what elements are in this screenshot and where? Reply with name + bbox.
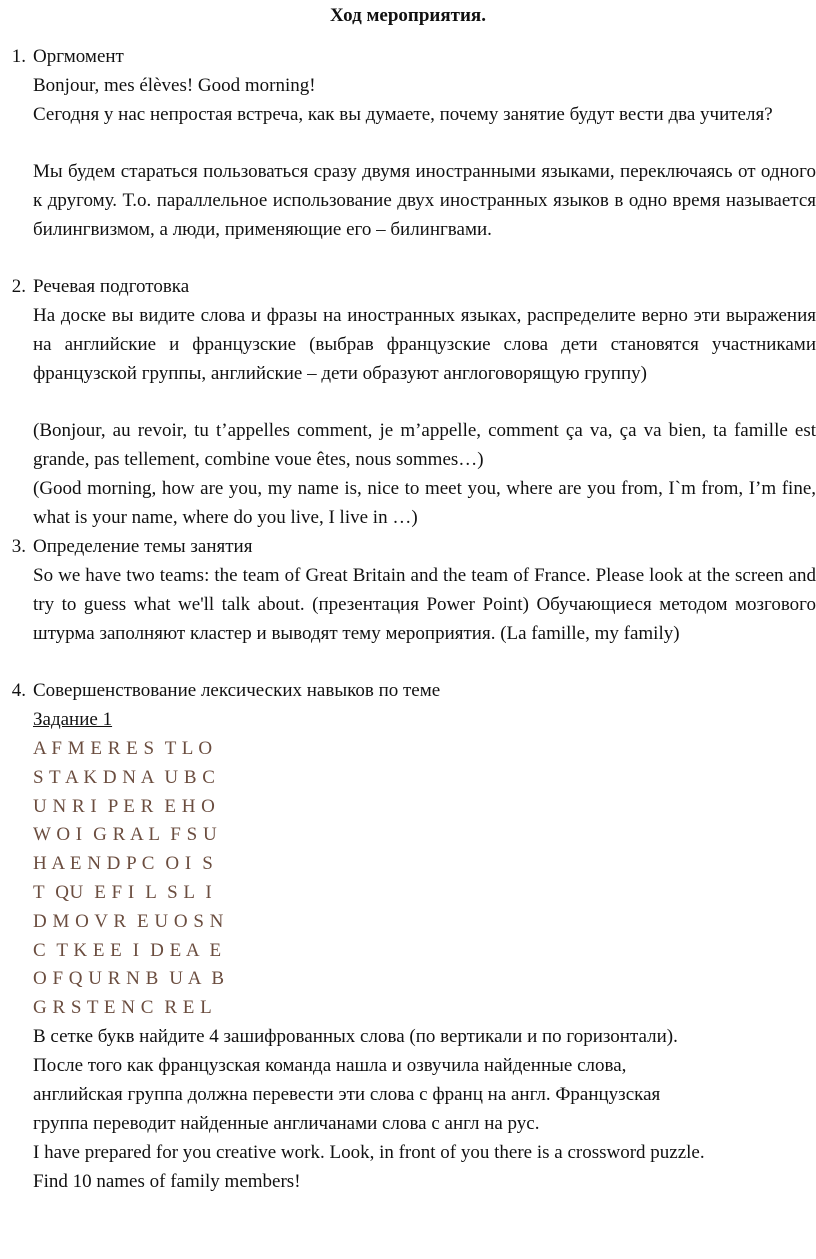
section-2-paragraph-3: (Good morning, how are you, my name is, nice to meet you, where are you from, I`m from, I’m fine, what is your name, where do you live, I live in …) [33, 478, 816, 528]
letter-grid-row: U N R I P E R E H O [33, 795, 216, 817]
letter-grid-row: S T A K D N A U B C [33, 766, 216, 788]
section-4-instruction-4: группа переводит найденные англичанами слова с англ на рус. [33, 1113, 540, 1134]
section-4-instruction-6: Find 10 names of family members! [33, 1171, 301, 1192]
letter-grid-row: D M O V R E U O S N [33, 910, 224, 932]
letter-grid-row: T QU E F I L S L I [33, 881, 213, 903]
letter-grid-row: W O I G R A L F S U [33, 824, 218, 846]
letter-grid-row: H A E N D P C O I S [33, 853, 214, 875]
letter-grid-row: A F M E R E S T L O [33, 738, 213, 759]
section-1-heading: Оргмомент [33, 46, 124, 67]
letter-grid-row: O F Q U R N B U A B [33, 968, 225, 990]
section-4-instruction-2: После того как французская команда нашла и озвучила найденные слова, [33, 1055, 627, 1076]
task-1-label: Задание 1 [33, 709, 113, 730]
section-4-heading: Совершенствование лексических навыков по теме [33, 680, 441, 701]
page-title: Ход мероприятия. [330, 5, 486, 26]
section-2-paragraph-1: На доске вы видите слова и фразы на иностранных языках, распределите верно эти выражения на английские и французские (выбрав французские слова дети становятся участниками французской группы, английские – дети образуют англоговорящую группу) [33, 305, 816, 384]
section-1-paragraph-1: Сегодня у нас непростая встреча, как вы думаете, почему занятие будут вести два учителя? [33, 104, 773, 125]
section-4-instruction-1: В сетке букв найдите 4 зашифрованных слова (по вертикали и по горизонтали). [33, 1026, 678, 1047]
section-4-instruction-3: английская группа должна перевести эти слова с франц на англ. Французская [33, 1084, 661, 1105]
letter-grid-row: G R S T E N C R E L [33, 997, 213, 1019]
section-2-number: 2. [11, 276, 26, 297]
section-4-number: 4. [11, 680, 26, 701]
section-2-paragraph-2: (Bonjour, au revoir, tu t’appelles comment, je m’appelle, comment ça va, ça va bien, ta famille est grande, pas tellement, combine voue êtes, nous sommes…) [33, 420, 816, 470]
letter-grid-row: C T K E E I D E A E [33, 939, 222, 961]
section-1-greeting: Bonjour, mes élèves! Good morning! [33, 75, 316, 96]
section-1-number: 1. [11, 46, 26, 67]
section-4-instruction-5: I have prepared for you creative work. Look, in front of you there is a crossword puzzle. [33, 1142, 705, 1163]
section-3-paragraph-1: So we have two teams: the team of Great Britain and the team of France. Please look at the screen and try to guess what we'll talk about. (презентация Power Point) Обучающиеся методом мозгового штурма заполняют кластер и выводят тему мероприятия. (La famille, my family) [33, 565, 816, 644]
section-1-paragraph-2: Мы будем стараться пользоваться сразу двумя иностранными языками, переключаясь от одного к другому. Т.о. параллельное использование двух иностранных языков в одно время называется билингвизмом, а люди, применяющие его – билингвами. [33, 161, 816, 240]
section-2-heading: Речевая подготовка [33, 276, 190, 297]
section-3-number: 3. [11, 536, 26, 557]
section-3-heading: Определение темы занятия [33, 536, 253, 557]
letter-grid [33, 735, 225, 1023]
